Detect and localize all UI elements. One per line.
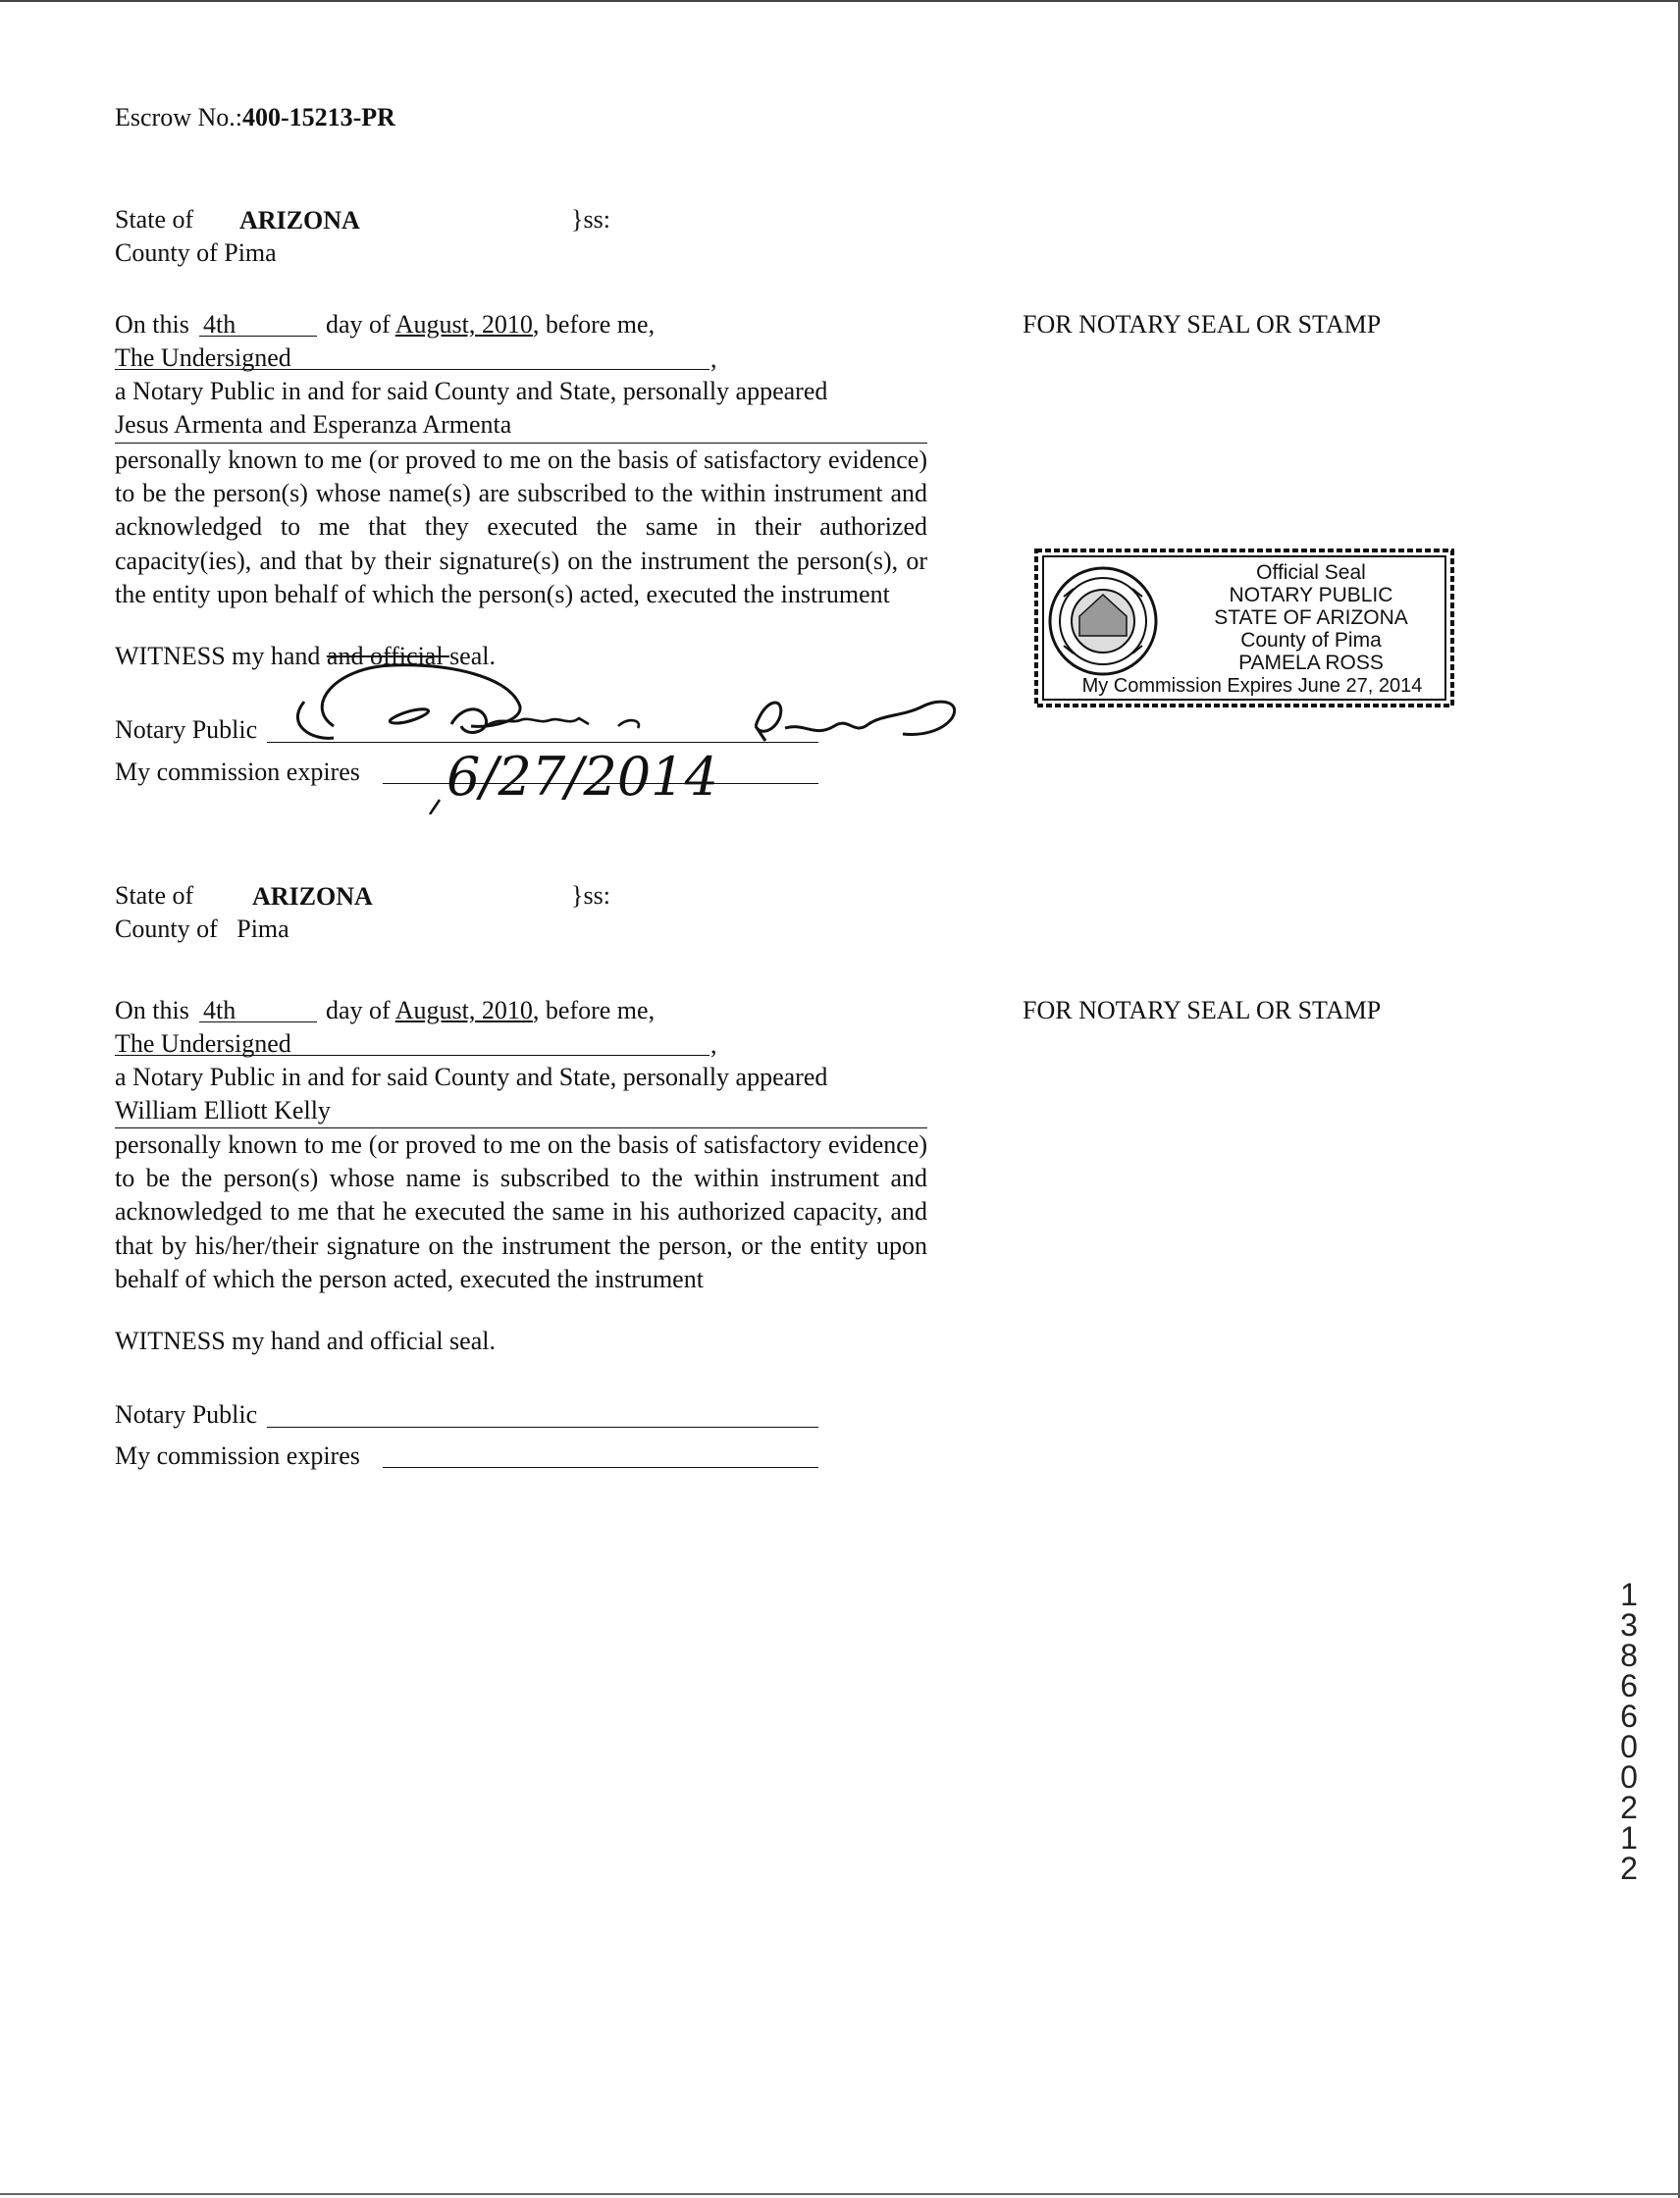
notary-public-label-1: Notary Public <box>115 715 258 744</box>
state-value-2: ARIZONA <box>252 882 373 911</box>
officer-underline-1 <box>115 369 709 370</box>
seal-caption-2: FOR NOTARY SEAL OR STAMP <box>1023 996 1382 1024</box>
witness-line-1: WITNESS my hand and official seal. <box>115 642 496 670</box>
stamp-line-1: Official Seal <box>1256 561 1366 584</box>
ss-marker-1: }ss: <box>571 205 610 234</box>
appeared-names-2: William Elliott Kelly <box>115 1096 331 1125</box>
notary-stamp <box>1034 548 1454 708</box>
notary-signature <box>294 648 981 814</box>
day-of-1: day of August, 2010, before me, <box>326 310 656 339</box>
commission-label-2: My commission expires <box>115 1441 360 1470</box>
county-value-2: Pima <box>236 915 289 943</box>
document-edge-number: 1 3 8 6 6 0 0 2 1 2 <box>1620 1577 1638 1886</box>
notary-intro-1: a Notary Public in and for said County and State, personally appeared <box>115 377 828 405</box>
handwritten-commission-date: 6/27/2014 <box>446 746 718 808</box>
officer-2: The Undersigned <box>115 1029 291 1058</box>
day-underline-1 <box>199 336 317 337</box>
stamp-line-4: County of Pima <box>1240 629 1382 652</box>
county-value-1: Pima <box>224 238 277 267</box>
state-label-2: State of <box>115 881 194 910</box>
officer-underline-2 <box>115 1055 709 1056</box>
acknowledgment-body-2: personally known to me (or proved to me on the basis of satisfactory evidence) to be the person(s) whose name is subscribed to the within instrument and acknowledged to me that he executed the same in his authorized capacity, and that by his/her/their signature on the instrument the person, or the entity upon behalf of which the person acted, executed the instrument <box>115 1130 927 1293</box>
witness-struck-text: and official <box>326 642 450 670</box>
seal-caption-1: FOR NOTARY SEAL OR STAMP <box>1023 310 1382 339</box>
escrow-number-line <box>115 101 395 134</box>
notary-public-label-2: Notary Public <box>115 1400 258 1429</box>
day-value-2: 4th <box>203 996 236 1024</box>
month-year-2: August, 2010 <box>394 996 533 1024</box>
day-underline-2 <box>199 1021 317 1022</box>
month-year-1: August, 2010 <box>394 310 533 339</box>
acknowledgment-body-1: personally known to me (or proved to me on the basis of satisfactory evidence) to be the person(s) whose name(s) are subscribed to the within instrument and acknowledged to me that they executed the same in their authorized capacity(ies), and that by their signature(s) on the instrument the person(s), or the entity upon behalf of which the person(s) acted, executed the instrument <box>115 445 927 608</box>
stamp-line-5: PAMELA ROSS <box>1238 652 1384 674</box>
ss-marker-2: }ss: <box>571 881 610 910</box>
notary-signature-line-2 <box>267 1427 818 1428</box>
document-page: Escrow No.:400-15213-PR State of ARIZONA }ss: County of Pima On this 4th day of August, 2010, before me, The Undersigned , a Notary Public in and for said County and State, personally appeared Jesus Armenta and Esperanza Armenta personally known to me (or proved to me on the basis of satisfactory evidence) to be the person(s) whose name(s) are subscribed to the within instrument and acknowledged to me that they executed the same in their authorized capacity(ies), and that by their signature(s) on the instrument the person(s), or the entity upon behalf of which the person(s) acted, executed the instrument WITNESS my hand and official seal. Notary Public My commission expires 6/27/2014 FOR NOTARY SEAL OR STAMP Official Seal NOTARY PUBLIC STATE OF ARIZONA County of Pima PAMELA ROSS My Commission Expires June 27, 2014 State of ARIZONA }ss: County of Pima On this 4th day of August, 2010, before me, The Undersigned , a Notary Public in and for said County and State, personally appeared William Elliott Kelly personally known to me (or proved to me on the basis of satisfactory evidence) to be the person(s) whose name is subscribed to the within instrument and acknowledged to me that he executed the same in his authorized capacity, and that by his/her/their signature on the instrument the person, or the entity upon behalf of which the person acted, executed the instrument WITNESS my hand and official seal. Notary Public My commission expires FOR NOTARY SEAL OR STAMP 1 3 8 6 6 0 0 2 1 2 <box>0 0 1680 2198</box>
officer-1: The Undersigned <box>115 343 291 372</box>
escrow-number: 400-15213-PR <box>241 103 395 131</box>
day-value-1: 4th <box>203 310 236 339</box>
state-label-1: State of <box>115 205 194 234</box>
on-this-line-1: On this <box>115 310 189 339</box>
witness-line-2: WITNESS my hand and official seal. <box>115 1327 496 1355</box>
state-value-1: ARIZONA <box>239 206 360 235</box>
stamp-line-3: STATE OF ARIZONA <box>1214 606 1408 629</box>
notary-intro-2: a Notary Public in and for said County and State, personally appeared <box>115 1063 828 1091</box>
county-line-2: County of Pima <box>115 915 289 943</box>
escrow-label: Escrow No.: <box>115 103 242 131</box>
county-line-1: County of Pima <box>115 238 277 267</box>
stamp-line-6: My Commission Expires June 27, 2014 <box>1081 675 1423 697</box>
commission-line-2 <box>383 1467 818 1468</box>
commission-label-1: My commission expires <box>115 758 360 786</box>
on-this-line-2: On this <box>115 996 189 1024</box>
stamp-line-2: NOTARY PUBLIC <box>1229 584 1393 606</box>
day-of-2: day of August, 2010, before me, <box>326 996 656 1024</box>
appeared-names-1: Jesus Armenta and Esperanza Armenta <box>115 410 512 439</box>
scan-edge-bottom <box>0 2193 1680 2195</box>
scan-edge-top <box>0 0 1680 2</box>
